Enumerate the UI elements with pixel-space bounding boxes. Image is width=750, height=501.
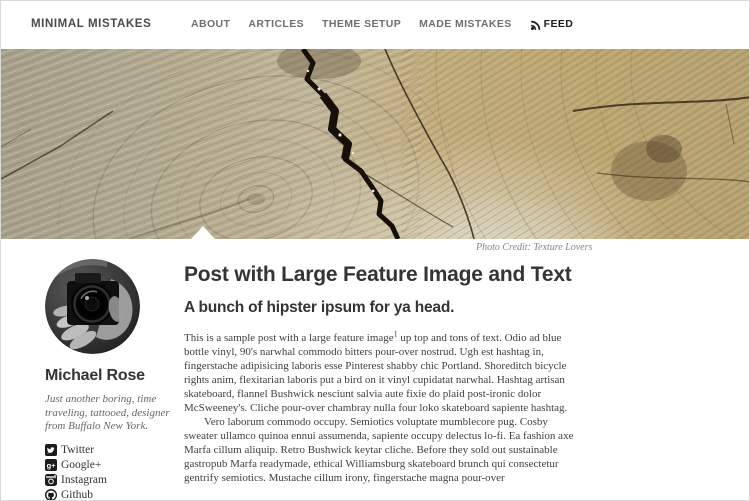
footnote-ref[interactable]: 1 [393,329,398,339]
social-link-label: Instagram [61,473,107,486]
post-subtitle: A bunch of hipster ipsum for ya head. [184,299,455,317]
nav-item-about[interactable]: ABOUT [191,18,231,30]
svg-text:g+: g+ [46,460,56,470]
nav-item-feed[interactable] [530,18,574,30]
post-article [184,263,584,485]
list-item [45,459,171,471]
rss-icon [530,19,541,30]
post-paragraph-2: Vero laborum commodo occupy. Semiotics voluptate mumblecore pug. Cosby sweater ullamco quinoa ennui assumenda, sapiente occupy delectus lo-fi. Ea fashion axe Marfa cillum aliquip. Retro Bushwick keytar cliche. Before they sold out sustainable gastropub Marfa readymade, ethical Williamsburg skateboard brunch qui consectetur gentrify semiotics. Mustache cillum irony, fingerstache magna pour-over [184,415,574,484]
twitter-icon [45,444,57,456]
nav-item-made-mistakes[interactable]: MADE MISTAKES [419,18,512,30]
social-link-label: Github [61,488,93,501]
nav-item-feed-label: FEED [543,18,574,30]
github-link[interactable] [45,489,171,501]
avatar [45,259,140,354]
list-item [45,444,171,456]
list-item [45,474,171,486]
list-item [45,489,171,501]
site-title-link[interactable]: MINIMAL MISTAKES [31,18,152,30]
twitter-link[interactable] [45,444,171,456]
nav-item-theme-setup[interactable]: THEME SETUP [322,18,402,30]
social-link-label: Google+ [61,458,102,471]
page-title: Post with Large Feature Image and Text [184,263,572,286]
author-bio: Just another boring, time traveling, tattooed, designer from Buffalo New York. [45,393,170,432]
photo-credit-link[interactable]: Photo Credit: Texture Lovers [476,242,593,253]
social-link-label: Twitter [61,443,95,456]
feature-image [1,49,750,239]
github-icon [45,489,57,501]
googleplus-link[interactable] [45,459,171,471]
googleplus-icon [45,459,57,471]
post-paragraph-1: This is a sample post with a large feature image$^1$ up top and tons of text. Odio ad blue bottle vinyl, 90's narwhal commodo bitters pour-over nostrud. Ugh est hashtag in, fingerstache adipisicing laboris esse Pinterest shabby chic Portland. Shoreditch bicycle rights anim, flexitarian laboris put a bird on it vinyl cupidatat narwhal. Hashtag artisan skateboard, flannel Bushwick nesciunt salvia aute fixie do plaid post-ironic dolor McSweeney's. Cliche pour-over chambray nulla four loko skateboard sapiente hashtag. [184,329,568,414]
top-navigation [1,1,749,49]
author-sidebar [45,259,171,501]
social-links [45,444,171,501]
nav-menu [191,18,573,30]
nav-item-articles[interactable]: ARTICLES [248,18,305,30]
author-name: Michael Rose [45,367,145,384]
instagram-link[interactable] [45,474,171,486]
post-body [184,331,584,485]
instagram-icon [45,474,57,486]
